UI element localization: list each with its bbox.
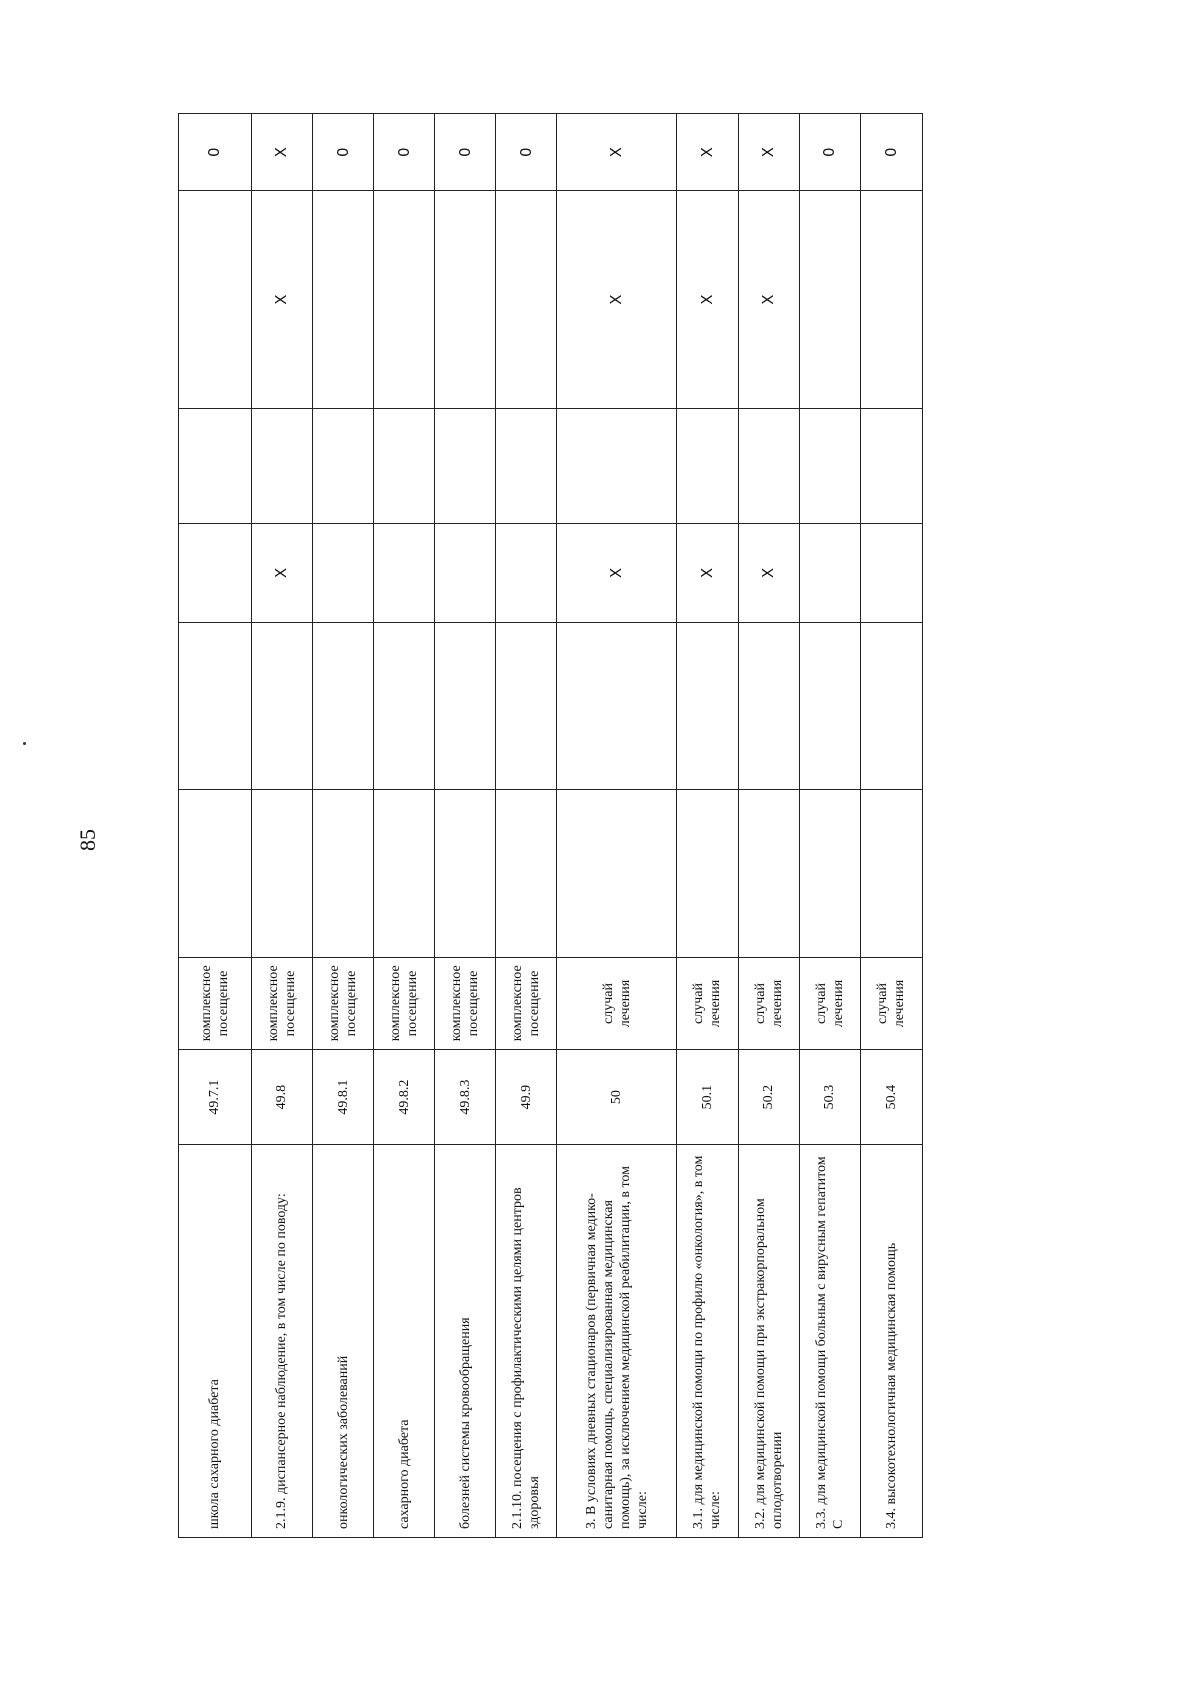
row-col7-cell	[738, 408, 799, 524]
row-col5-cell	[860, 622, 922, 790]
row-code-cell: 50.4	[860, 1050, 922, 1145]
row-col7-cell	[251, 408, 312, 524]
row-code-cell: 49.8.1	[312, 1050, 373, 1145]
row-col8-cell	[860, 191, 922, 408]
table-row	[312, 114, 373, 1538]
row-col7-cell	[374, 408, 435, 524]
row-code-cell: 50	[557, 1050, 677, 1145]
row-col7-cell	[179, 408, 252, 524]
table-row	[496, 114, 557, 1538]
row-unit-cell: комплексное посещение	[179, 957, 252, 1049]
row-col6-cell: X	[677, 524, 738, 622]
row-col7-cell	[557, 408, 677, 524]
row-col5-cell	[677, 622, 738, 790]
row-unit-cell: случай лечения	[738, 957, 799, 1049]
row-name-cell: 3.3. для медицинской помощи больным с вирусным гепатитом С	[799, 1145, 860, 1538]
table-row	[179, 114, 252, 1538]
row-col8-cell	[496, 191, 557, 408]
row-col8-cell	[312, 191, 373, 408]
table-row	[557, 114, 677, 1538]
row-col6-cell	[179, 524, 252, 622]
row-name-cell: 3. В условиях дневных стационаров (первичная медико-санитарная помощь, специализированная медицинская помощь), за исключением медицинской реабилитации, в том числе:	[557, 1145, 677, 1538]
row-col9-cell: 0	[799, 114, 860, 192]
row-col6-cell	[374, 524, 435, 622]
row-code-cell: 50.2	[738, 1050, 799, 1145]
row-name-cell: сахарного диабета	[374, 1145, 435, 1538]
row-col8-cell: X	[557, 191, 677, 408]
row-col4-cell	[312, 790, 373, 958]
row-name-cell: болезней системы кровообращения	[435, 1145, 496, 1538]
scan-speck	[23, 742, 26, 745]
row-unit-cell: комплексное посещение	[251, 957, 312, 1049]
row-col9-cell: 0	[179, 114, 252, 192]
row-col8-cell	[435, 191, 496, 408]
row-col9-cell: X	[557, 114, 677, 192]
row-unit-cell: комплексное посещение	[496, 957, 557, 1049]
row-col8-cell: X	[738, 191, 799, 408]
row-col5-cell	[738, 622, 799, 790]
row-col5-cell	[435, 622, 496, 790]
row-unit-cell: комплексное посещение	[435, 957, 496, 1049]
row-col6-cell: X	[557, 524, 677, 622]
row-col9-cell: 0	[374, 114, 435, 192]
row-col4-cell	[496, 790, 557, 958]
row-col7-cell	[860, 408, 922, 524]
row-col6-cell	[312, 524, 373, 622]
table-row	[251, 114, 312, 1538]
table-row	[677, 114, 738, 1538]
row-unit-cell: случай лечения	[799, 957, 860, 1049]
table-row	[860, 114, 922, 1538]
row-col9-cell: 0	[435, 114, 496, 192]
row-col4-cell	[860, 790, 922, 958]
row-unit-cell: случай лечения	[860, 957, 922, 1049]
row-col9-cell: X	[677, 114, 738, 192]
row-col8-cell: X	[251, 191, 312, 408]
row-col5-cell	[496, 622, 557, 790]
table-row	[374, 114, 435, 1538]
table-row	[738, 114, 799, 1538]
row-col5-cell	[374, 622, 435, 790]
row-col7-cell	[799, 408, 860, 524]
row-col9-cell: 0	[496, 114, 557, 192]
row-unit-cell: комплексное посещение	[312, 957, 373, 1049]
row-col6-cell	[435, 524, 496, 622]
row-col5-cell	[179, 622, 252, 790]
row-col9-cell: X	[738, 114, 799, 192]
row-code-cell: 50.1	[677, 1050, 738, 1145]
row-col5-cell	[799, 622, 860, 790]
row-col6-cell: X	[251, 524, 312, 622]
row-code-cell: 49.8.3	[435, 1050, 496, 1145]
row-name-cell: школа сахарного диабета	[179, 1145, 252, 1538]
row-col7-cell	[496, 408, 557, 524]
row-col5-cell	[251, 622, 312, 790]
row-name-cell: 2.1.10. посещения с профилактическими целями центров здоровья	[496, 1145, 557, 1538]
row-col7-cell	[312, 408, 373, 524]
row-col6-cell	[799, 524, 860, 622]
row-col9-cell: 0	[312, 114, 373, 192]
row-code-cell: 49.9	[496, 1050, 557, 1145]
row-col4-cell	[738, 790, 799, 958]
row-unit-cell: случай лечения	[557, 957, 677, 1049]
row-col8-cell: X	[677, 191, 738, 408]
row-col7-cell	[677, 408, 738, 524]
row-code-cell: 49.8	[251, 1050, 312, 1145]
row-col9-cell: X	[251, 114, 312, 192]
row-name-cell: 2.1.9. диспансерное наблюдение, в том числе по поводу:	[251, 1145, 312, 1538]
row-name-cell: 3.2. для медицинской помощи при экстракорпоральном оплодотворении	[738, 1145, 799, 1538]
row-name-cell: 3.4. высокотехнологичная медицинская помощь	[860, 1145, 922, 1538]
row-unit-cell: случай лечения	[677, 957, 738, 1049]
row-col8-cell	[179, 191, 252, 408]
row-col4-cell	[557, 790, 677, 958]
row-col7-cell	[435, 408, 496, 524]
row-code-cell: 49.8.2	[374, 1050, 435, 1145]
row-col9-cell: 0	[860, 114, 922, 192]
row-col5-cell	[312, 622, 373, 790]
row-unit-cell: комплексное посещение	[374, 957, 435, 1049]
row-col5-cell	[557, 622, 677, 790]
row-col4-cell	[677, 790, 738, 958]
row-col4-cell	[435, 790, 496, 958]
row-col4-cell	[251, 790, 312, 958]
row-code-cell: 50.3	[799, 1050, 860, 1145]
row-col6-cell	[860, 524, 922, 622]
table-row	[435, 114, 496, 1538]
row-code-cell: 49.7.1	[179, 1050, 252, 1145]
row-col4-cell	[374, 790, 435, 958]
row-col4-cell	[179, 790, 252, 958]
row-name-cell: онкологических заболеваний	[312, 1145, 373, 1538]
data-table	[178, 113, 923, 1538]
table-row	[799, 114, 860, 1538]
page-number: 85	[75, 829, 100, 851]
row-name-cell: 3.1. для медицинской помощи по профилю «онкология», в том числе:	[677, 1145, 738, 1538]
row-col8-cell	[799, 191, 860, 408]
row-col6-cell: X	[738, 524, 799, 622]
table-rotated-wrapper	[178, 113, 923, 1538]
row-col6-cell	[496, 524, 557, 622]
row-col4-cell	[799, 790, 860, 958]
row-col8-cell	[374, 191, 435, 408]
